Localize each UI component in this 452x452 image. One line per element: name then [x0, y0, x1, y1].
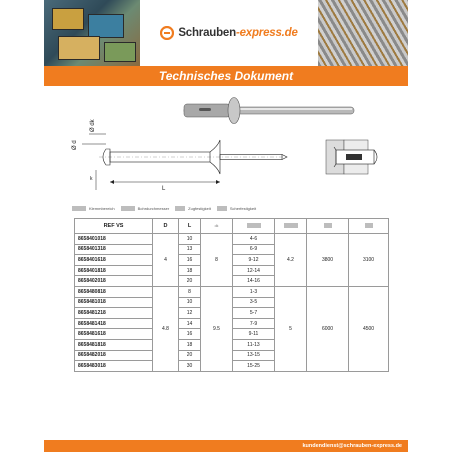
label-k: k: [90, 176, 93, 182]
legend-item: Klemmbereich: [72, 206, 115, 211]
footer-email[interactable]: kundendienst@schrauben-express.de: [302, 443, 402, 449]
clamping-range-cell: 9-12: [233, 255, 275, 266]
hole-diameter-cell: 4.2: [275, 234, 307, 287]
clamping-range-cell: 11-13: [233, 339, 275, 350]
workshop-photo: [44, 0, 140, 66]
clamping-range-cell: 13-15: [233, 350, 275, 361]
legend-item: Bohrdurchmesser: [121, 206, 170, 211]
ref-cell: 8658481018: [75, 297, 153, 308]
ref-cell: 8658401818: [75, 265, 153, 276]
clamping-range-cell: 15-25: [233, 361, 275, 372]
l-cell: 14: [179, 318, 201, 329]
ref-cell: 8658481218: [75, 308, 153, 319]
shear-cell: 4500: [349, 286, 389, 371]
ref-cell: 8658401318: [75, 244, 153, 255]
l-cell: 16: [179, 255, 201, 266]
header-tensile: [307, 219, 349, 234]
clamping-range-cell: 12-14: [233, 265, 275, 276]
rivet-drawing: [44, 90, 408, 200]
shear-strength-icon: [217, 206, 227, 211]
clamping-range-cell: 4-6: [233, 234, 275, 245]
shear-cell: 3100: [349, 234, 389, 287]
rivet-technical-drawing: [90, 140, 287, 192]
footer: [44, 440, 408, 452]
tensile-strength-icon: [324, 223, 332, 228]
l-cell: 13: [179, 244, 201, 255]
legend-item: Scherfestigkeit: [217, 206, 256, 211]
document-title: Technisches Dokument: [158, 69, 294, 83]
rivet-installed-section: [326, 140, 377, 174]
tensile-cell: 6000: [307, 286, 349, 371]
title-banner: [44, 66, 408, 86]
table-row: [75, 286, 389, 297]
label-d: Ø d: [72, 140, 78, 150]
ref-cell: 8658401618: [75, 255, 153, 266]
rivet-3d-illustration: [184, 98, 354, 124]
clamping-range-cell: 7-9: [233, 318, 275, 329]
spec-table: [74, 218, 389, 372]
ref-cell: 8658481818: [75, 339, 153, 350]
header-dk: dk: [201, 219, 233, 234]
hole-diameter-icon: [284, 223, 298, 228]
hole-diameter-cell: 5: [275, 286, 307, 371]
clamping-range-icon: [72, 206, 86, 211]
hole-diameter-icon: [121, 206, 135, 211]
ref-cell: 8658481618: [75, 329, 153, 340]
label-l: L: [162, 186, 166, 192]
table-row: [75, 234, 389, 245]
document-page: [44, 0, 408, 452]
ref-cell: 8658401018: [75, 234, 153, 245]
clamping-range-cell: 5-7: [233, 308, 275, 319]
l-cell: 10: [179, 234, 201, 245]
clamping-range-cell: 3-5: [233, 297, 275, 308]
l-cell: 16: [179, 329, 201, 340]
ref-cell: 8658482018: [75, 350, 153, 361]
clamping-range-icon: [247, 223, 261, 228]
brand-name: Schrauben-express.de: [178, 27, 298, 39]
header-l: L: [179, 219, 201, 234]
tensile-strength-icon: [175, 206, 185, 211]
header-clamping-range: [233, 219, 275, 234]
header-ref: REF VS: [75, 219, 153, 234]
header-shear: [349, 219, 389, 234]
l-cell: 20: [179, 276, 201, 287]
clamping-range-cell: 14-16: [233, 276, 275, 287]
ref-cell: 8658480818: [75, 286, 153, 297]
l-cell: 20: [179, 350, 201, 361]
ref-cell: 8658483018: [75, 361, 153, 372]
l-cell: 10: [179, 297, 201, 308]
table-header-row: [75, 219, 389, 234]
ref-cell: 8658402018: [75, 276, 153, 287]
label-dk: Ø dk: [90, 119, 96, 132]
l-cell: 18: [179, 265, 201, 276]
header-photo-strip: [44, 0, 408, 66]
shear-strength-icon: [365, 223, 373, 228]
l-cell: 30: [179, 361, 201, 372]
clamping-range-cell: 1-3: [233, 286, 275, 297]
clamping-range-cell: 6-9: [233, 244, 275, 255]
header-d: D: [153, 219, 179, 234]
l-cell: 12: [179, 308, 201, 319]
tensile-cell: 3800: [307, 234, 349, 287]
l-cell: 8: [179, 286, 201, 297]
brand-logo: [140, 0, 318, 66]
dk-cell: 9.5: [201, 286, 233, 371]
legend: [72, 202, 392, 214]
d-cell: 4.8: [153, 286, 179, 371]
logo-mark-icon: [160, 26, 174, 40]
header-hole-diameter: [275, 219, 307, 234]
l-cell: 18: [179, 339, 201, 350]
dk-cell: 8: [201, 234, 233, 287]
clamping-range-cell: 9-11: [233, 329, 275, 340]
ref-cell: 8658481418: [75, 318, 153, 329]
screws-photo: [318, 0, 408, 66]
legend-item: Zugfestigkeit: [175, 206, 211, 211]
d-cell: 4: [153, 234, 179, 287]
table-body: [75, 234, 389, 372]
